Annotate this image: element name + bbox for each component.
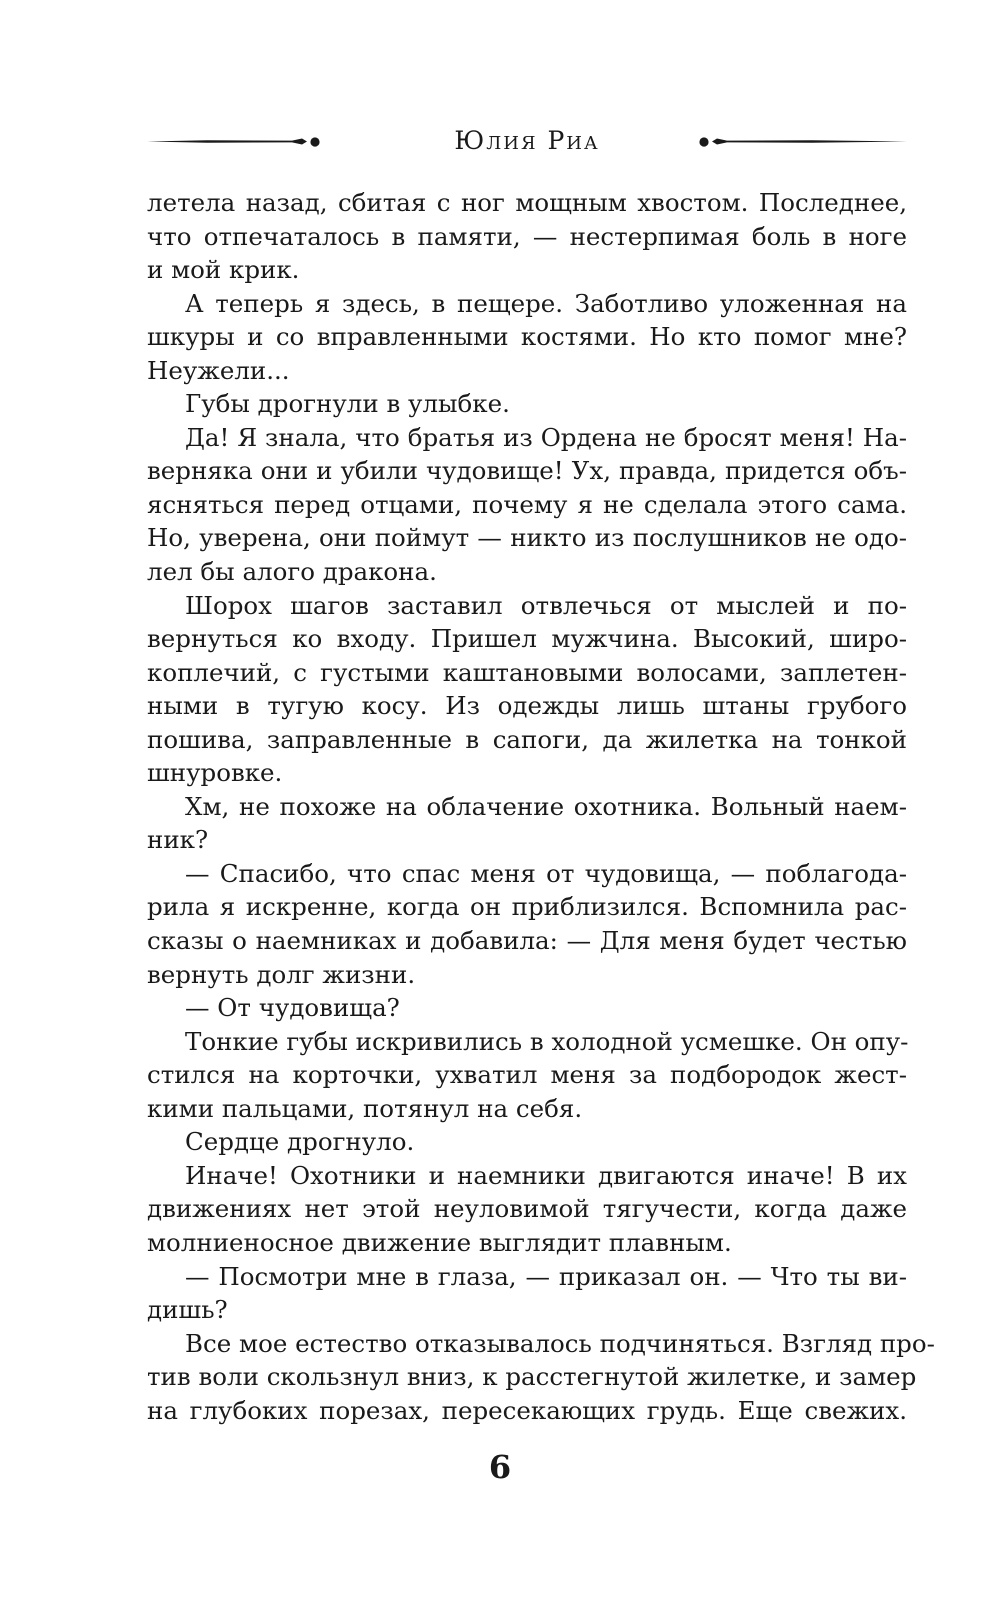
text-line: сказы о наемниках и добавила: — Для меня будет честью [147, 926, 907, 956]
text-line: — Посмотри мне в глаза, — приказал он. — Что ты ви- [185, 1261, 907, 1291]
text-line: рила я искренне, когда он приблизился. Вспомнила рас- [147, 892, 907, 922]
body-text [147, 186, 935, 1427]
text-line: лел бы алого дракона. [147, 557, 437, 587]
text-line: на глубоких порезах, пересекающих грудь. Еще свежих. [147, 1395, 907, 1425]
page-number: 6 [488, 1448, 512, 1486]
text-line: Сердце дрогнуло. [185, 1127, 415, 1157]
text-line: — Спасибо, что спас меня от чудовища, — поблагода- [185, 858, 907, 888]
text-line: верняка они и убили чудовище! Ух, правда, придется объ- [147, 456, 907, 486]
text-line: вернуть долг жизни. [147, 959, 416, 989]
text-line: ник? [147, 825, 209, 855]
text-line: Неужели... [147, 355, 290, 385]
text-line: Шорох шагов заставил отвлечься от мыслей и по- [185, 590, 907, 620]
text-line: А теперь я здесь, в пещере. Заботливо уложенная на [185, 288, 907, 318]
text-line: стился на корточки, ухватил меня за подбородок жест- [147, 1060, 907, 1090]
text-line: Губы дрогнули в улыбке. [185, 389, 510, 419]
text-line: молниеносное движение выглядит плавным. [147, 1227, 732, 1257]
running-title: Юлия Риа [454, 126, 600, 155]
text-line: летела назад, сбитая с ног мощным хвостом. Последнее, [147, 188, 907, 217]
text-line: кими пальцами, потянул на себя. [147, 1093, 583, 1123]
text-line: Хм, не похоже на облачение охотника. Вольный наем- [185, 791, 907, 821]
text-line: тив воли скользнул вниз, к расстегнутой жилетке, и замер [147, 1362, 917, 1392]
text-line: вернуться ко входу. Пришел мужчина. Высокий, широ- [147, 624, 907, 654]
text-line: ясняться перед отцами, почему я не сделала этого сама. [147, 489, 907, 519]
text-line: Да! Я знала, что братья из Ордена не бросят меня! На- [185, 422, 907, 452]
text-line: шнуровке. [147, 758, 283, 788]
text-line: ными в тугую косу. Из одежды лишь штаны грубого [147, 691, 907, 721]
text-line: пошива, заправленные в сапоги, да жилетка на тонкой [147, 724, 907, 754]
text-line: — От чудовища? [185, 993, 400, 1023]
text-line: шкуры и со вправленными костями. Но кто помог мне? [147, 322, 907, 352]
text-line: дишь? [147, 1295, 228, 1325]
text-line: что отпечаталось в памяти, — нестерпимая боль в ноге [147, 221, 907, 251]
text-line: Тонкие губы искривились в холодной усмешке. Он опу- [185, 1026, 909, 1056]
text-line: Все мое естество отказывалось подчиняться. Взгляд про- [185, 1328, 935, 1358]
running-header [147, 122, 907, 166]
text-line: движениях нет этой неуловимой тягучести, когда даже [147, 1194, 907, 1224]
text-line: и мой крик. [147, 255, 300, 285]
text-line: Но, уверена, они поймут — никто из послушников не одо- [147, 523, 907, 553]
text-line: Иначе! Охотники и наемники двигаются иначе! В их [185, 1160, 907, 1190]
text-line: коплечий, с густыми каштановыми волосами, заплетен- [147, 657, 907, 687]
